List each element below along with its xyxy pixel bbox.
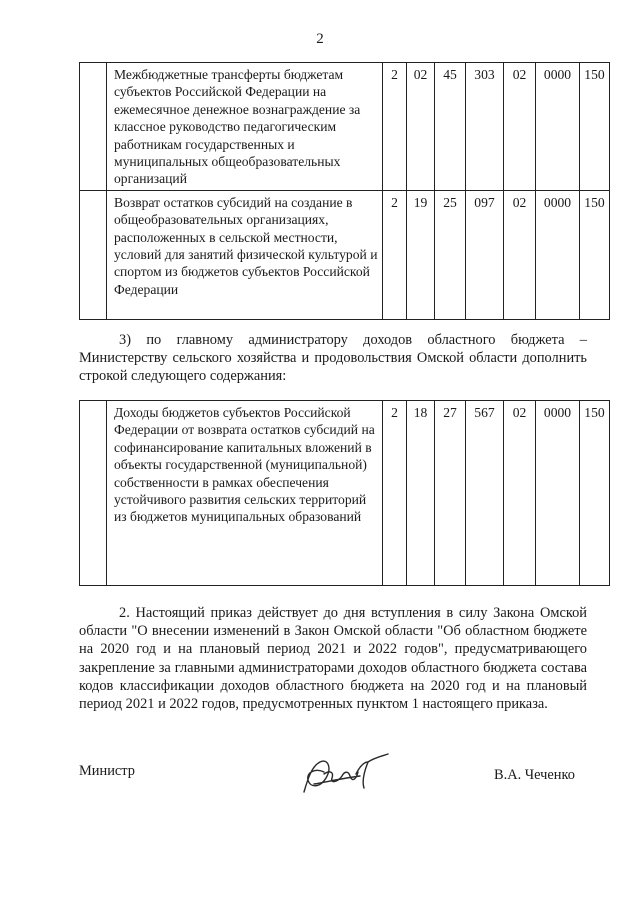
table-cell-code: 303 (466, 63, 504, 191)
page-number: 2 (316, 31, 324, 47)
table-row (80, 63, 610, 191)
table-cell-code: 567 (466, 401, 504, 586)
table-cell-code: 150 (580, 401, 610, 586)
table-row (80, 401, 610, 586)
table-cell-code: 19 (407, 190, 435, 319)
table-cell-code: 0000 (536, 190, 580, 319)
handwritten-signature (298, 748, 390, 796)
codes-table-2 (79, 400, 610, 586)
table-cell-code: 02 (504, 401, 536, 586)
table-cell-code: 18 (407, 401, 435, 586)
table-cell-description: Доходы бюджетов субъектов Российской Федерации от возврата остатков субсидий на софинансирование капитальных вложений в объекты государственной (муниципальной) собственности в рамках обеспечения устойчивого развития сельских территорий из бюджетов муниципальных образований (107, 401, 383, 586)
signatory-name: В.А. Чеченко (494, 767, 575, 783)
signature-strokes (304, 754, 388, 792)
table-cell-code: 02 (407, 63, 435, 191)
paragraph-clause-2: 2. Настоящий приказ действует до дня вступления в силу Закона Омской области "О внесении изменений в Закон Омской области "Об областном бюджете на 2020 год и на плановый период 2021 и 2022 годов", предусматривающего закрепление за главными администраторами доходов областного бюджета состава кодов классификации доходов областного бюджета на 2020 год и на плановый период 2021 и 2022 годов, предусмотренных пунктом 1 настоящего приказа. (79, 605, 587, 713)
table-cell-code: 25 (435, 190, 466, 319)
paragraph-item-3: 3) по главному администратору доходов областного бюджета – Министерству сельского хозяйства и продовольствия Омской области дополнить строкой следующего содержания: (79, 332, 587, 385)
table-cell-description: Межбюджетные трансферты бюджетам субъектов Российской Федерации на ежемесячное денежное вознаграждение за классное руководство педагогическим работникам государственных и муниципальных общеобразовательных организаций (107, 63, 383, 191)
table-cell-empty (80, 401, 107, 586)
table-cell-code: 02 (504, 190, 536, 319)
table-cell-empty (80, 63, 107, 191)
table-cell-code: 2 (383, 401, 407, 586)
table-cell-code: 2 (383, 190, 407, 319)
table-cell-code: 150 (580, 63, 610, 191)
table-cell-code: 097 (466, 190, 504, 319)
table-cell-description: Возврат остатков субсидий на создание в общеобразовательных организациях, расположенных в сельской местности, условий для занятий физической культурой и спортом из бюджетов субъектов Российской Федерации (107, 190, 383, 319)
signatory-title: Министр (79, 763, 135, 779)
table-cell-code: 0000 (536, 401, 580, 586)
table-cell-code: 2 (383, 63, 407, 191)
table-cell-empty (80, 190, 107, 319)
table-cell-code: 02 (504, 63, 536, 191)
table-cell-code: 0000 (536, 63, 580, 191)
codes-table-1 (79, 62, 610, 320)
table-row (80, 190, 610, 319)
table-cell-code: 27 (435, 401, 466, 586)
table-cell-code: 45 (435, 63, 466, 191)
table-cell-code: 150 (580, 190, 610, 319)
